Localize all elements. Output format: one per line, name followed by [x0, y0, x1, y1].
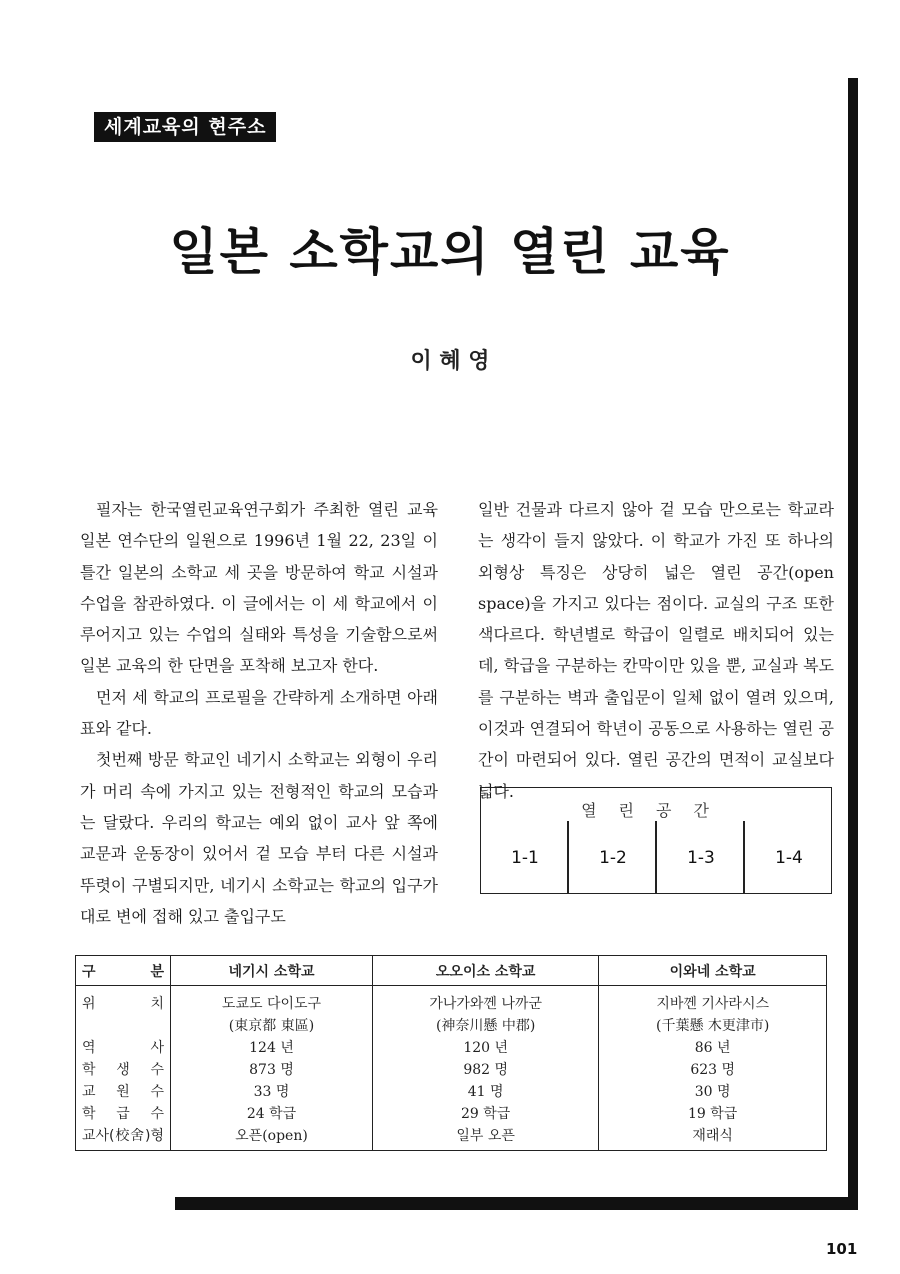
table-cell: 41 명	[372, 1080, 598, 1102]
right-column	[478, 494, 834, 807]
table-cell: 120 년	[372, 1036, 598, 1058]
table-cell: (東京都 東區)	[171, 1014, 373, 1036]
table-cell: 982 명	[372, 1058, 598, 1080]
table-row	[76, 1124, 827, 1151]
table-cell: 33 명	[171, 1080, 373, 1102]
school-profile-table	[75, 955, 827, 1151]
row-label: 학 생 수	[76, 1058, 171, 1080]
row-label: 학 급 수	[76, 1102, 171, 1124]
table-cell: 30 명	[599, 1080, 827, 1102]
section-label: 세계교육의 현주소	[94, 112, 276, 142]
row-label: 교 원 수	[76, 1080, 171, 1102]
open-space-diagram	[480, 787, 832, 894]
table-cell: 24 학급	[171, 1102, 373, 1124]
table-row	[76, 1102, 827, 1124]
table-cell: 623 명	[599, 1058, 827, 1080]
row-label: 역 사	[76, 1036, 171, 1058]
table-header-row	[76, 956, 827, 986]
classroom-label: 1-1	[511, 848, 539, 868]
column-header: 오오이소 소학교	[372, 956, 598, 986]
table-row	[76, 1036, 827, 1058]
left-column	[80, 494, 438, 932]
paragraph: 일반 건물과 다르지 않아 겉 모습 만으로는 학교라는 생각이 들지 않았다. 이 학교가 가진 또 하나의 외형상 특징은 상당히 넓은 열린 공간(open space)을 가지고 있다는 점이다. 교실의 구조 또한 색다르다. 학년별로 학급이 일렬로 배치되어 있는데, 학급을 구분하는 칸막이만 있을 뿐, 교실과 복도를 구분하는 벽과 출입문이 일체 없이 열려 있으며, 이것과 연결되어 학년이 공동으로 사용하는 열린 공간이 마련되어 있다. 열린 공간의 면적이 교실보다 넓다.	[478, 500, 834, 801]
author-name: 이 혜 영	[410, 349, 490, 374]
table-cell: 지바껜 기사라시스	[599, 986, 827, 1015]
paragraph: 필자는 한국열린교육연구회가 주최한 열린 교육 일본 연수단의 일원으로 1996년 1월 22, 23일 이틀간 일본의 소학교 세 곳을 방문하여 학교 시설과 수업을 참관하였다. 이 글에서는 이 세 학교에서 이루어지고 있는 수업의 실태와 특성을 기술함으로써 일본 교육의 한 단면을 포착해 보고자 한다.	[80, 500, 438, 676]
column-header: 이와네 소학교	[599, 956, 827, 986]
column-header: 구 분	[76, 956, 171, 986]
page-number: 101	[826, 1240, 858, 1258]
table-cell: 873 명	[171, 1058, 373, 1080]
article-title: 일본 소학교의 열린 교육	[169, 223, 731, 281]
classroom-label: 1-2	[599, 848, 627, 868]
table-row	[76, 1058, 827, 1080]
classroom-label: 1-4	[775, 848, 803, 868]
table-cell: 124 년	[171, 1036, 373, 1058]
table-cell: 19 학급	[599, 1102, 827, 1124]
table-cell: 도쿄도 다이도구	[171, 986, 373, 1015]
bottom-edge-bar	[175, 1197, 858, 1210]
open-space-label: 열린공간	[581, 801, 731, 820]
table-row	[76, 1014, 827, 1036]
row-label: 위 치	[76, 986, 171, 1015]
table-cell: 가나가와껜 나까군	[372, 986, 598, 1015]
table-cell: 재래식	[599, 1124, 827, 1151]
table-cell: 29 학급	[372, 1102, 598, 1124]
row-label	[76, 1014, 171, 1036]
paragraph: 첫번째 방문 학교인 네기시 소학교는 외형이 우리가 머리 속에 가지고 있는 전형적인 학교의 모습과는 달랐다. 우리의 학교는 예외 없이 교사 앞 쪽에 교문과 운동장이 있어서 겉 모습 부터 다른 시설과 뚜렷이 구별되지만, 네기시 소학교는 학교의 입구가 대로 변에 접해 있고 출입구도	[80, 750, 438, 926]
paragraph: 먼저 세 학교의 프로필을 간략하게 소개하면 아래 표와 같다.	[80, 687, 438, 739]
row-label: 교사(校舍)형	[76, 1124, 171, 1151]
table-row	[76, 986, 827, 1015]
table-cell: (千葉懸 木更津市)	[599, 1014, 827, 1036]
table-cell: 86 년	[599, 1036, 827, 1058]
table-row	[76, 1080, 827, 1102]
column-header: 네기시 소학교	[171, 956, 373, 986]
table-cell: (神奈川懸 中郡)	[372, 1014, 598, 1036]
table-cell: 오픈(open)	[171, 1124, 373, 1151]
classroom-label: 1-3	[687, 848, 715, 868]
table-cell: 일부 오픈	[372, 1124, 598, 1151]
